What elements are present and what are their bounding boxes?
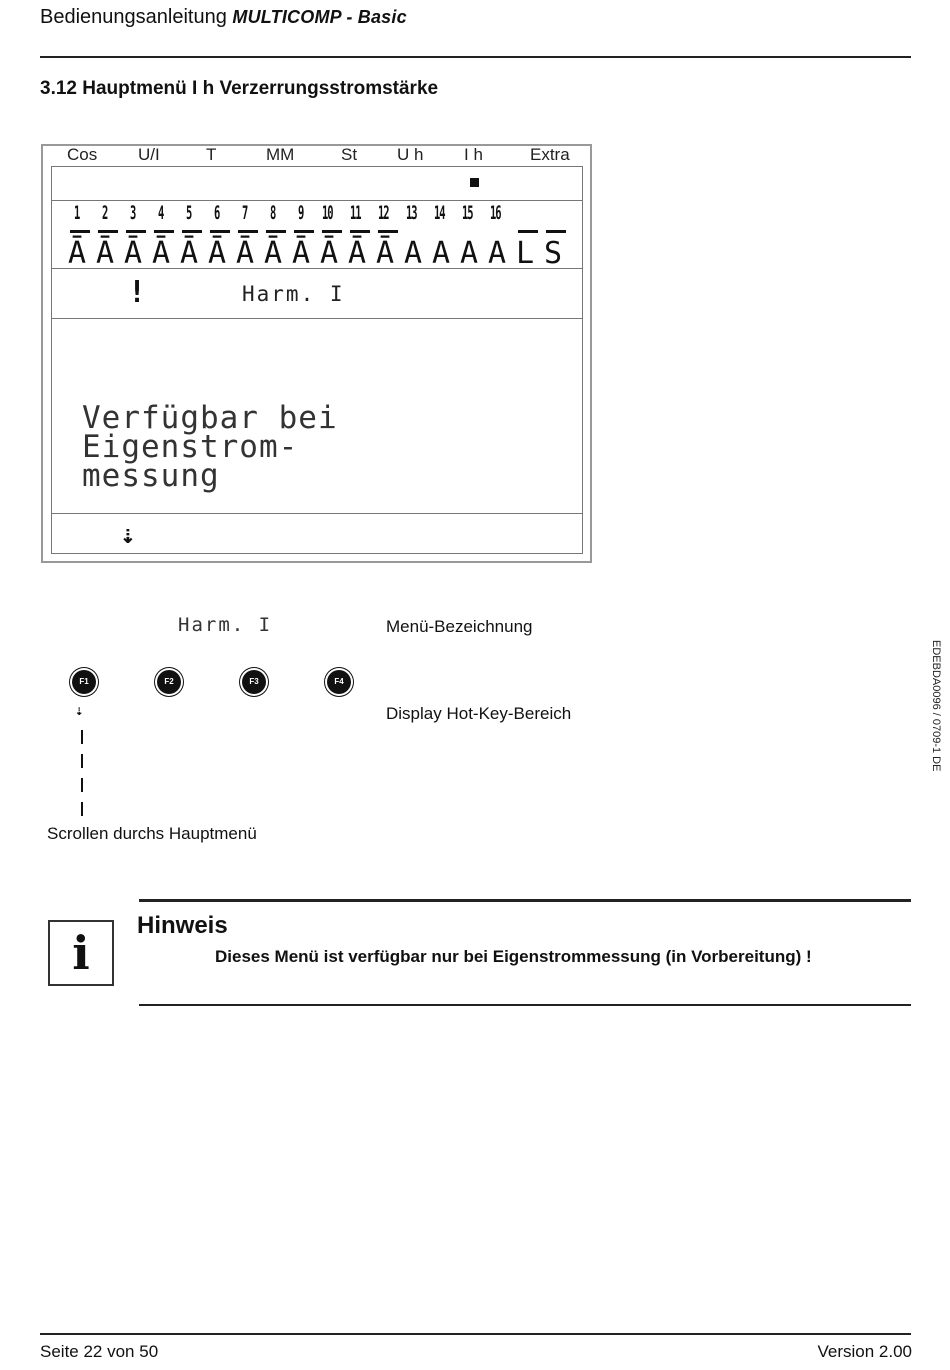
channel-letter: Ā [348, 236, 367, 271]
channel-number: 5 [186, 202, 192, 224]
lcd-message: Verfügbar bei Eigenstrom- messung [82, 400, 338, 494]
note-heading: Hinweis [137, 912, 228, 939]
channel-letter: L [516, 236, 535, 271]
channel-letter: Ā [320, 236, 339, 271]
info-glyph: i [72, 926, 90, 980]
channel-bar [518, 230, 538, 233]
lcd-divider [51, 200, 583, 201]
scroll-down-icon: ⇣ [75, 703, 84, 719]
info-icon [48, 920, 114, 986]
channel-bar [126, 230, 146, 233]
f4-key-icon[interactable]: F4 [327, 670, 351, 694]
note-top-rule [139, 899, 911, 902]
channel-number: 11 [350, 202, 361, 224]
channel-number: 15 [462, 202, 473, 224]
lcd-divider [51, 513, 583, 514]
document-title: Bedienungsanleitung [40, 6, 227, 28]
channel-bar [378, 230, 398, 233]
alert-icon: ! [128, 275, 147, 310]
channel-number: 16 [490, 202, 501, 224]
channel-number: 4 [158, 202, 164, 224]
channel-letter: Ā [264, 236, 283, 271]
document-header [40, 6, 407, 29]
f3-key-icon[interactable]: F3 [242, 670, 266, 694]
channel-number: 8 [270, 202, 276, 224]
channel-letter: A [460, 236, 479, 271]
note-text: Dieses Menü ist verfügbar nur bei Eigenstrommessung (in Vorbereitung) ! [215, 947, 812, 966]
scroll-down-icon: ⇣ [120, 520, 136, 550]
header-rule [40, 56, 911, 58]
tab-u-i[interactable]: U/I [138, 145, 160, 164]
channel-letter: Ā [292, 236, 311, 271]
channel-letter: S [544, 236, 563, 271]
channel-bar [182, 230, 202, 233]
scroll-indicator-tick [81, 802, 83, 816]
tab-t[interactable]: T [206, 145, 217, 164]
legend-menu-desc: Menü-Bezeichnung [386, 617, 533, 636]
legend-hotkey-desc: Display Hot-Key-Bereich [386, 704, 572, 723]
active-tab-marker [470, 178, 479, 187]
scroll-indicator-tick [81, 730, 83, 744]
section-title: 3.12 Hauptmenü I h Verzerrungsstromstärke [40, 78, 439, 99]
tab-i-h[interactable]: I h [464, 145, 483, 164]
brand-name: MULTICOMP - Basic [232, 7, 407, 27]
page-number: Seite 22 von 50 [40, 1342, 159, 1361]
legend-scroll-desc: Scrollen durchs Hauptmenü [47, 824, 257, 843]
channel-letter: A [404, 236, 423, 271]
channel-number: 7 [242, 202, 248, 224]
channel-letter: Ā [376, 236, 395, 271]
channel-letter: Ā [152, 236, 171, 271]
f1-key-icon[interactable]: F1 [72, 670, 96, 694]
tab-cos[interactable]: Cos [67, 145, 98, 164]
channel-number: 12 [378, 202, 389, 224]
channel-number: 3 [130, 202, 136, 224]
channel-number: 10 [322, 202, 333, 224]
f2-key-icon[interactable]: F2 [157, 670, 181, 694]
channel-number: 6 [214, 202, 220, 224]
tab-st[interactable]: St [341, 145, 358, 164]
channel-letter: Ā [96, 236, 115, 271]
channel-letter: Ā [180, 236, 199, 271]
channel-letter: Ā [124, 236, 143, 271]
channel-number: 9 [298, 202, 304, 224]
channel-letter: Ā [208, 236, 227, 271]
channel-letter: A [432, 236, 451, 271]
lcd-divider [51, 318, 583, 319]
channel-number: 1 [74, 202, 80, 224]
tab-extra[interactable]: Extra [530, 145, 570, 164]
channel-bar [546, 230, 566, 233]
footer-rule [40, 1333, 911, 1335]
lcd-screen [51, 166, 583, 554]
channel-bar [294, 230, 314, 233]
channel-bar [350, 230, 370, 233]
channel-number: 13 [406, 202, 417, 224]
tab-mm[interactable]: MM [266, 145, 295, 164]
channel-bar [266, 230, 286, 233]
channel-letter: Ā [68, 236, 87, 271]
channel-bar [98, 230, 118, 233]
channel-bar [210, 230, 230, 233]
scroll-indicator-tick [81, 778, 83, 792]
channel-number: 2 [102, 202, 108, 224]
document-code: EDEBDA0096 / 0709-1 DE [930, 640, 942, 772]
scroll-indicator-tick [81, 754, 83, 768]
lcd-menu-label: Harm. I [242, 282, 345, 306]
channel-bar [154, 230, 174, 233]
channel-letter: A [488, 236, 507, 271]
channel-bar [322, 230, 342, 233]
lcd-menu-tabs [41, 145, 592, 167]
channel-number: 14 [434, 202, 445, 224]
channel-bar [238, 230, 258, 233]
channel-bar [70, 230, 90, 233]
note-bottom-rule [139, 1004, 911, 1006]
channel-letter: Ā [236, 236, 255, 271]
version-label: Version 2.00 [817, 1342, 912, 1361]
tab-u-h[interactable]: U h [397, 145, 424, 164]
legend-menu-label: Harm. I [178, 614, 273, 636]
